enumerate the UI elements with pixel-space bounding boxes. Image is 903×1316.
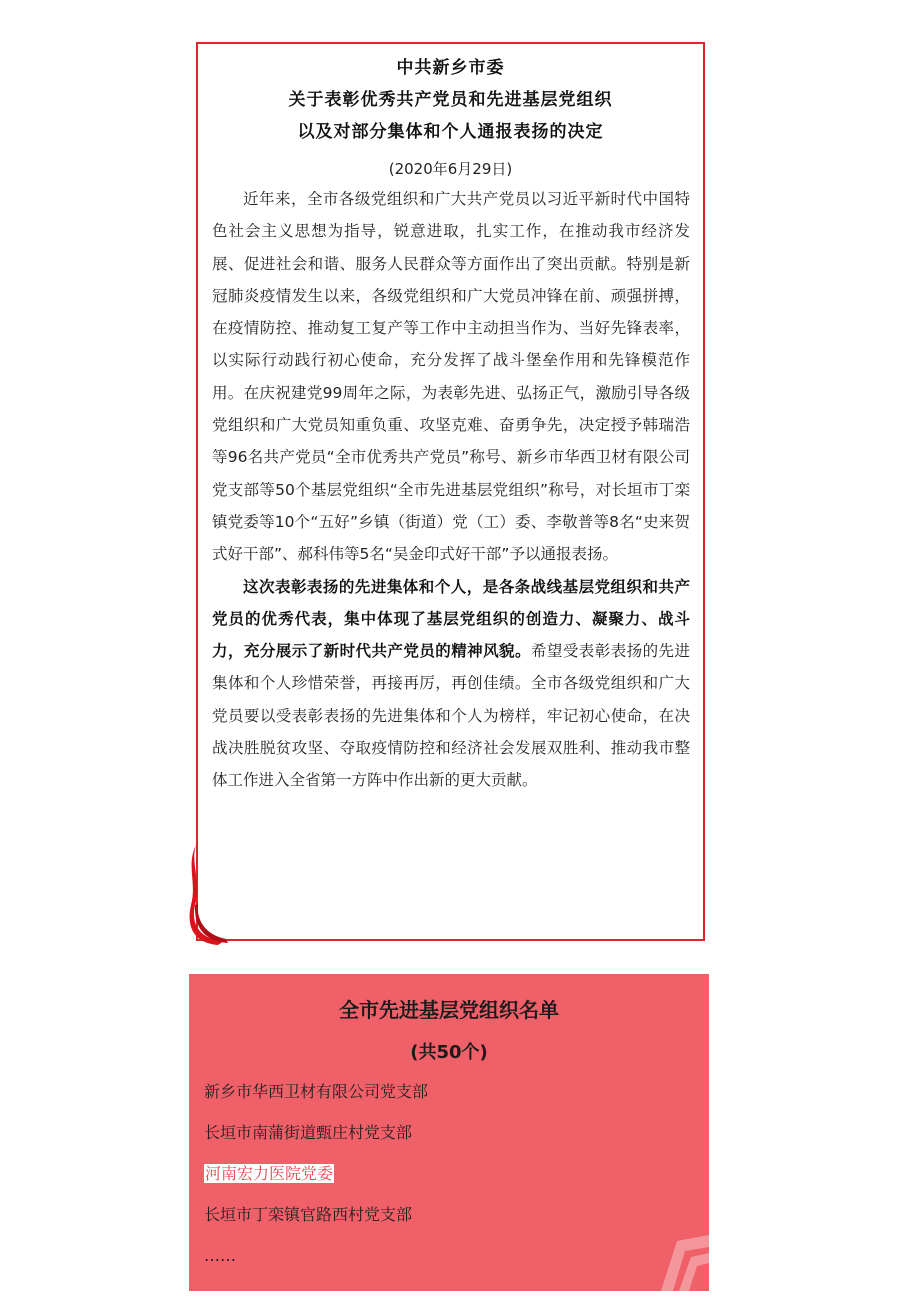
decision-body [212,183,690,797]
decision-date: (2020年6月29日) [388,160,513,178]
paragraph-2 [212,571,690,797]
title-line-1: 中共新乡市委 [396,58,505,78]
paragraph-2-rest: 希望受表彰表扬的先进集体和个人珍惜荣誉，再接再厉，再创佳绩。全市各级党组织和广大党员要以受表彰表扬的先进集体和个人为榜样，牢记初心使命，在决战决胜脱贫攻坚、夺取疫情防控和经济社会发展双胜利、推动我市整体工作进入全省第一方阵中作出新的更大贡献。 [212,642,690,790]
list-title: 全市先进基层党组织名单 [339,998,559,1022]
paragraph-2-bold: 这次表彰表扬的先进集体和个人，是各条战线基层党组织和共产党员的优秀代表，集中体现了基层党组织的创造力、凝聚力、战斗力，充分展示了新时代共产党员的精神风貌。 [212,577,690,661]
organization-list-panel [189,974,709,1291]
paragraph-1: 近年来，全市各级党组织和广大共产党员以习近平新时代中国特色社会主义思想为指导，锐意进取，扎实工作，在推动我市经济发展、促进社会和谐、服务人民群众等方面作出了突出贡献。特别是新冠肺炎疫情发生以来，各级党组织和广大党员冲锋在前、顽强拼搏，在疫情防控、推动复工复产等工作中主动担当作为、当好先锋表率，以实际行动践行初心使命，充分发挥了战斗堡垒作用和先锋模范作用。在庆祝建党99周年之际，为表彰先进、弘扬正气，激励引导各级党组织和广大党员知重负重、攻坚克难、奋勇争先，决定授予韩瑞浩等96名共产党员“全市优秀共产党员”称号、新乡市华西卫材有限公司党支部等50个基层党组织“全市先进基层党组织”称号，对长垣市丁栾镇党委等10个“五好”乡镇（街道）党（工）委、李敬普等8名“史来贺式好干部”、郝科伟等5名“吴金印式好干部”予以通报表扬。 [212,190,690,564]
decision-frame [196,42,705,941]
list-item: 新乡市华西卫材有限公司党支部 [204,1082,429,1101]
title-line-3: 以及对部分集体和个人通报表扬的决定 [297,122,604,142]
list-ellipsis: …… [204,1246,236,1265]
list-count: (共50个) [410,1042,488,1063]
decision-title [198,52,703,148]
red-ribbon-decoration-icon [188,843,232,947]
title-line-2: 关于表彰优秀共产党员和先进基层党组织 [288,90,613,110]
list-item: 长垣市南蒲街道甄庄村党支部 [204,1123,413,1142]
list-item: 长垣市丁栾镇官路西村党支部 [204,1205,413,1224]
corner-stripe-decoration-icon [653,1233,709,1291]
organization-list [204,1080,428,1244]
list-item-highlighted: 河南宏力医院党委 [205,1164,334,1183]
